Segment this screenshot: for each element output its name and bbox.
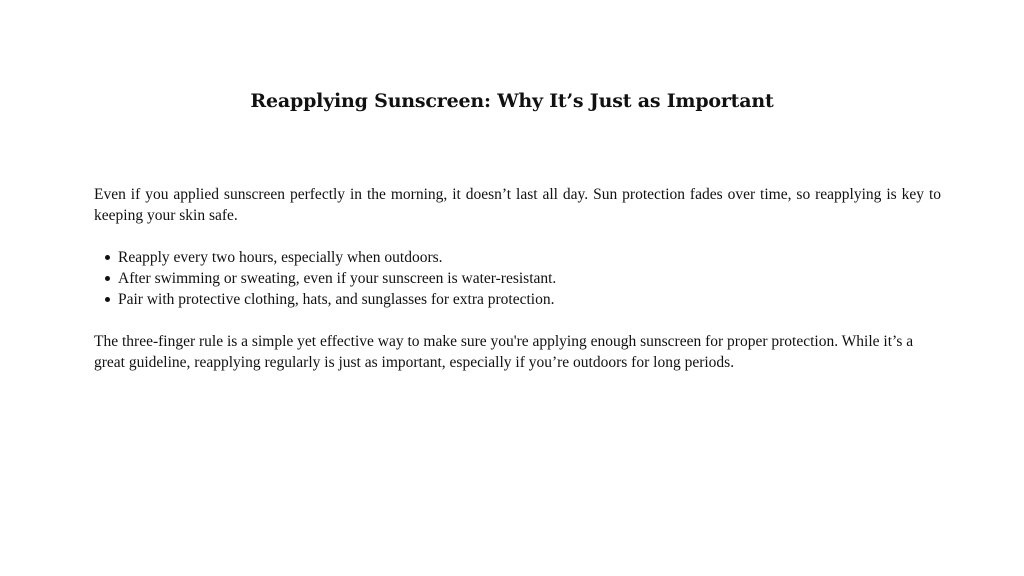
list-item-text: Pair with protective clothing, hats, and sunglasses for extra protection.: [118, 291, 555, 308]
intro-paragraph: Even if you applied sunscreen perfectly in the morning, it doesn’t last all day. Sun protection fades over time, so reapplying is key to keeping your skin safe.: [94, 186, 941, 224]
list-item: [94, 289, 941, 310]
list-item: [94, 268, 941, 289]
list-item-text: After swimming or sweating, even if your sunscreen is water-resistant.: [118, 270, 557, 287]
bullet-icon: [105, 255, 110, 260]
bullet-icon: [105, 297, 110, 302]
closing-paragraph: The three-finger rule is a simple yet effective way to make sure you're applying enough sunscreen for proper protection. While it’s a great guideline, reapplying regularly is just as important, especially if you’re outdoors for long periods.: [94, 333, 914, 371]
tips-list: [94, 247, 941, 310]
page-title: Reapplying Sunscreen: Why It’s Just as Important: [250, 90, 774, 112]
bullet-icon: [105, 276, 110, 281]
document-body: [94, 184, 941, 373]
list-item-text: Reapply every two hours, especially when outdoors.: [118, 249, 443, 266]
list-item: [94, 247, 941, 268]
